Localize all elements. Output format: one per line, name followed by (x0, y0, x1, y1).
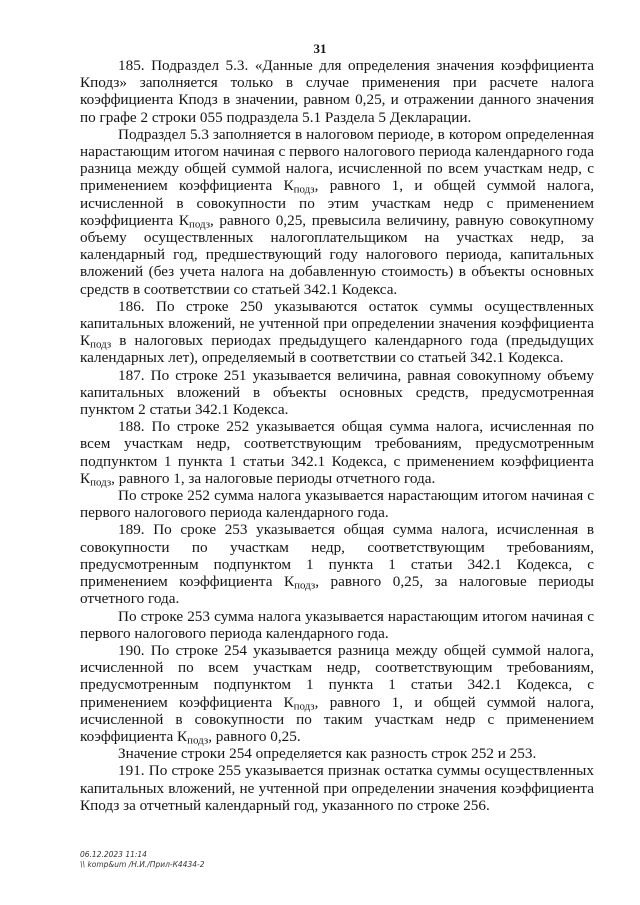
footer-timestamp: 06.12.2023 11:14 (80, 850, 147, 859)
paragraph-185-continued: Подраздел 5.3 заполняется в налоговом периоде, в котором определенная нарастающим итогом начиная с первого налогового периода календарного года разница между общей суммой налога, исчисленной по всем участкам недр, с применением коэффициента $К_{подз}$, равного 1, и общей суммой налога, исчисленной в совокупности по этим участкам недр с применением коэффициента $К_{подз}$, равного 0,25, превысила величину, равную совокупному объему осуществленных налогоплательщиком на участках недр, за календарный год, предшествующий году налогового периода, капитальных вложений (без учета налога на добавленную стоимость) в объекты основных средств в соответствии со статьей 342.1 Кодекса. (80, 125, 594, 298)
paragraph-186: 186. По строке 250 указываются остаток суммы осуществленных капитальных вложений, не учтенной при определении значения коэффициента $К_{подз}$ в налоговых периодах предыдущего календарного года (предыдущих календарных лет), определяемый в соответствии со статьей 342.1 Кодекса. (80, 297, 594, 367)
document-footer (80, 850, 204, 870)
paragraph-190-continued: Значение строки 254 определяется как разность строк 252 и 253. (118, 745, 537, 763)
paragraph-185: 185. Подраздел 5.3. «Данные для определения значения коэффициента Кподз» заполняется только в случае применения при расчете налога коэффициента Кподз в значении, равном 0,25, и отражении данного значения по графе 2 строки 055 подраздела 5.1 Раздела 5 Декларации. (80, 57, 594, 126)
document-body (80, 57, 594, 814)
paragraph-189: 189. По сроке 253 указывается общая сумма налога, исчисленная в совокупности по участкам недр, соответствующим требованиям, предусмотренным подпунктом 1 пункта 1 статьи 342.1 Кодекса, с применением коэффициента $К_{подз}$, равного 0,25, за налоговые периоды отчетного года. (80, 521, 594, 608)
page-number: 31 (313, 41, 327, 56)
footer-file-path: \\ komp&um /Н.И./Прил-К4434-2 (80, 860, 205, 869)
paragraph-190: 190. По строке 254 указывается разница между общей суммой налога, исчисленной по всем участкам недр, соответствующим требованиям, предусмотренным подпунктом 1 пункта 1 статьи 342.1 Кодекса, с применением коэффициента $К_{подз}$, равного 1, и общей суммой налога, исчисленной в совокупности по таким участкам недр с применением коэффициента $К_{подз}$, равного 0,25. (80, 641, 594, 747)
paragraph-188-continued: По строке 252 сумма налога указывается нарастающим итогом начиная с первого налогового периода календарного года. (80, 487, 594, 522)
paragraph-191: 191. По строке 255 указывается признак остатка суммы осуществленных капитальных вложений, не учтенной при определении значения коэффициента Кподз за отчетный календарный год, указанного по строке 256. (80, 762, 594, 814)
paragraph-189-continued: По строке 253 сумма налога указывается нарастающим итогом начиная с первого налогового периода календарного года. (80, 607, 594, 642)
paragraph-188: 188. По строке 252 указывается общая сумма налога, исчисленная по всем участкам недр, соответствующим требованиям, предусмотренным подпунктом 1 пункта 1 статьи 342.1 Кодекса, с применением коэффициента $К_{подз}$, равного 1, за налоговые периоды отчетного года. (80, 418, 594, 489)
paragraph-187: 187. По строке 251 указывается величина, равная совокупному объему капитальных вложений в объекты основных средств, предусмотренная пунктом 2 статьи 342.1 Кодекса. (80, 366, 594, 419)
